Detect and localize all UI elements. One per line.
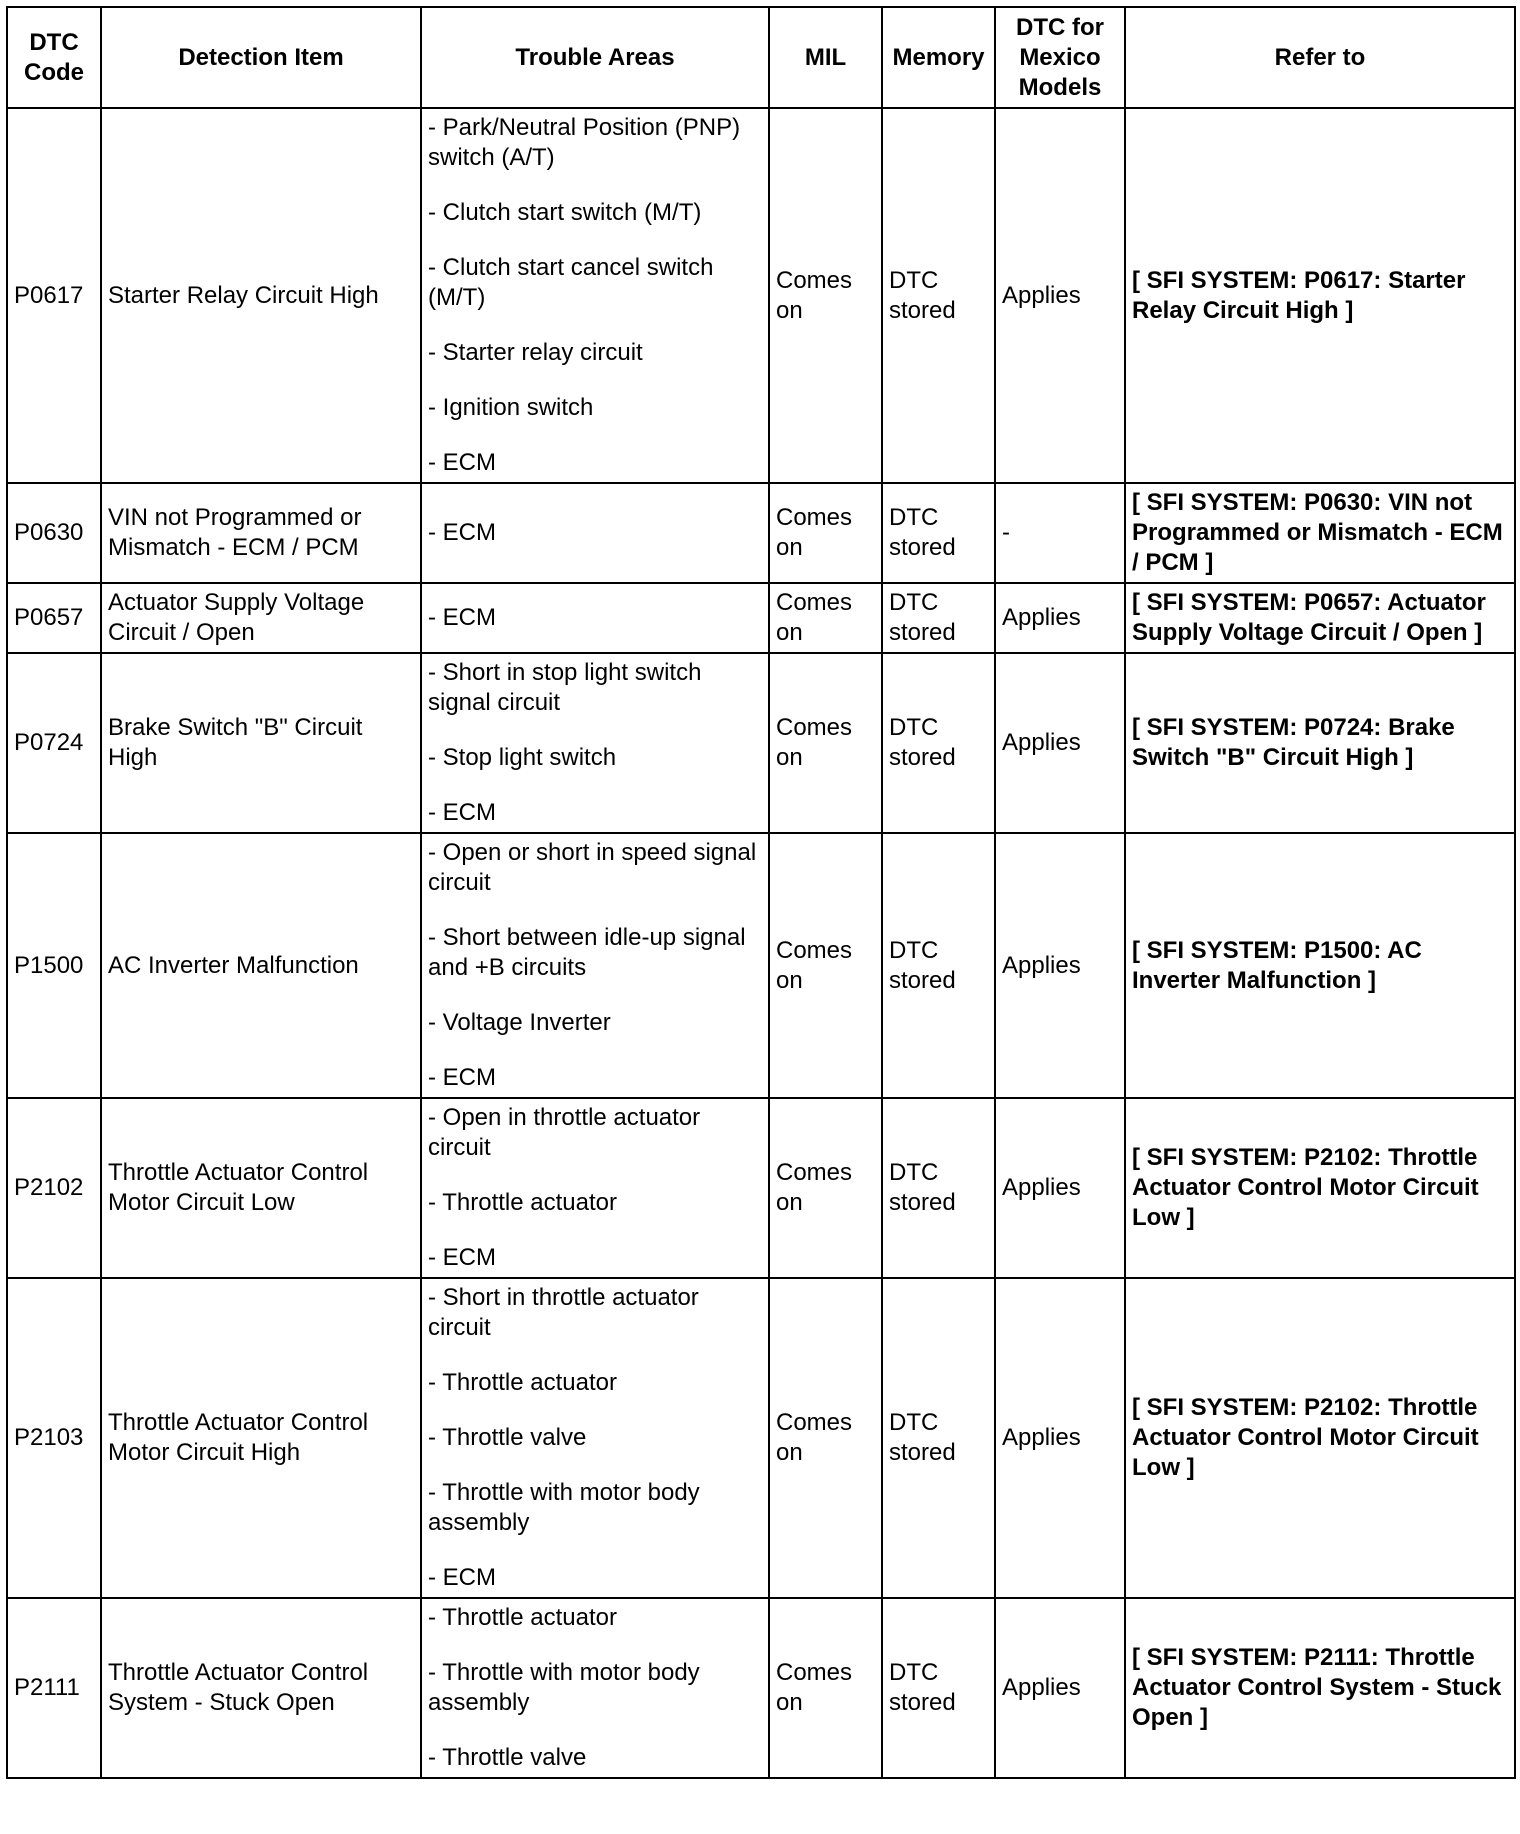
mexico-models-cell: Applies [995,1598,1125,1778]
trouble-areas-list [428,838,762,1093]
trouble-areas-cell [421,1098,769,1278]
refer-to-link[interactable]: [ SFI SYSTEM: P2102: Throttle Actuator Control Motor Circuit Low ] [1125,1098,1515,1278]
trouble-areas-list [428,1103,762,1273]
refer-to-link[interactable]: [ SFI SYSTEM: P1500: AC Inverter Malfunction ] [1125,833,1515,1098]
refer-to-link[interactable]: [ SFI SYSTEM: P2111: Throttle Actuator Control System - Stuck Open ] [1125,1598,1515,1778]
mexico-models-cell: Applies [995,653,1125,833]
memory-cell: DTC stored [882,483,995,583]
detection-item-cell: Starter Relay Circuit High [101,108,421,483]
mil-cell: Comes on [769,833,882,1098]
header-trouble-areas: Trouble Areas [421,7,769,108]
header-dtc-code: DTC Code [7,7,101,108]
header-row [7,7,1515,108]
table-body [7,108,1515,1778]
mexico-models-cell: Applies [995,1278,1125,1598]
trouble-area-item: - Stop light switch [428,744,617,771]
detection-item-cell: Throttle Actuator Control Motor Circuit High [101,1278,421,1598]
trouble-areas-cell [421,483,769,583]
table-row-p2111 [7,1598,1515,1778]
trouble-area-item: - Throttle valve [428,1744,587,1771]
mil-cell: Comes on [769,1098,882,1278]
detection-item-cell: Throttle Actuator Control System - Stuck Open [101,1598,421,1778]
table-row-p0657 [7,583,1515,653]
memory-cell: DTC stored [882,1278,995,1598]
trouble-areas-list [428,518,762,548]
dtc-table [6,6,1516,1779]
memory-cell: DTC stored [882,1598,995,1778]
table-row-p1500 [7,833,1515,1098]
mexico-models-cell: - [995,483,1125,583]
trouble-area-item: - Short in stop light switch signal circuit [428,659,702,716]
header-mexico-models: DTC for Mexico Models [995,7,1125,108]
trouble-area-item: - Throttle valve [428,1424,587,1451]
trouble-areas-list [428,658,762,828]
memory-cell: DTC stored [882,1098,995,1278]
trouble-areas-cell [421,1278,769,1598]
memory-cell: DTC stored [882,653,995,833]
trouble-area-item: - Throttle actuator [428,1369,617,1396]
trouble-areas-cell [421,833,769,1098]
trouble-areas-list [428,603,762,633]
dtc-code-cell: P0630 [7,483,101,583]
detection-item-cell: AC Inverter Malfunction [101,833,421,1098]
mexico-models-cell: Applies [995,583,1125,653]
detection-item-cell: Throttle Actuator Control Motor Circuit Low [101,1098,421,1278]
trouble-area-item: - Open or short in speed signal circuit [428,839,757,896]
trouble-areas-cell [421,108,769,483]
trouble-area-item: - Clutch start cancel switch (M/T) [428,254,714,311]
header-refer-to: Refer to [1125,7,1515,108]
trouble-area-item: - ECM [428,449,496,476]
mil-cell: Comes on [769,483,882,583]
memory-cell: DTC stored [882,108,995,483]
refer-to-link[interactable]: [ SFI SYSTEM: P0724: Brake Switch "B" Circuit High ] [1125,653,1515,833]
trouble-areas-cell [421,583,769,653]
refer-to-link[interactable]: [ SFI SYSTEM: P0630: VIN not Programmed or Mismatch - ECM / PCM ] [1125,483,1515,583]
trouble-area-item: - ECM [428,519,496,546]
table-row-p0724 [7,653,1515,833]
memory-cell: DTC stored [882,583,995,653]
trouble-area-item: - Throttle actuator [428,1604,617,1631]
header-memory: Memory [882,7,995,108]
trouble-area-item: - ECM [428,1244,496,1271]
trouble-area-item: - Park/Neutral Position (PNP) switch (A/T) [428,114,741,171]
refer-to-link[interactable]: [ SFI SYSTEM: P2102: Throttle Actuator Control Motor Circuit Low ] [1125,1278,1515,1598]
trouble-area-item: - Short in throttle actuator circuit [428,1284,699,1341]
header-mil: MIL [769,7,882,108]
trouble-area-item: - Voltage Inverter [428,1009,611,1036]
trouble-areas-cell [421,1598,769,1778]
trouble-area-item: - ECM [428,799,496,826]
dtc-code-cell: P2103 [7,1278,101,1598]
table-row-p0617 [7,108,1515,483]
table-row-p0630 [7,483,1515,583]
trouble-areas-list [428,113,762,478]
table-row-p2103 [7,1278,1515,1598]
header-detection-item: Detection Item [101,7,421,108]
dtc-code-cell: P1500 [7,833,101,1098]
mil-cell: Comes on [769,1278,882,1598]
mil-cell: Comes on [769,653,882,833]
mexico-models-cell: Applies [995,833,1125,1098]
trouble-area-item: - Ignition switch [428,394,594,421]
trouble-area-item: - Throttle actuator [428,1189,617,1216]
trouble-area-item: - Throttle with motor body assembly [428,1659,700,1716]
mil-cell: Comes on [769,1598,882,1778]
table-header [7,7,1515,108]
dtc-code-cell: P0724 [7,653,101,833]
trouble-area-item: - Throttle with motor body assembly [428,1479,700,1536]
trouble-areas-list [428,1603,762,1773]
refer-to-link[interactable]: [ SFI SYSTEM: P0617: Starter Relay Circuit High ] [1125,108,1515,483]
dtc-code-cell: P2102 [7,1098,101,1278]
refer-to-link[interactable]: [ SFI SYSTEM: P0657: Actuator Supply Voltage Circuit / Open ] [1125,583,1515,653]
trouble-area-item: - Clutch start switch (M/T) [428,199,702,226]
detection-item-cell: VIN not Programmed or Mismatch - ECM / PCM [101,483,421,583]
mil-cell: Comes on [769,583,882,653]
memory-cell: DTC stored [882,833,995,1098]
dtc-code-cell: P2111 [7,1598,101,1778]
detection-item-cell: Actuator Supply Voltage Circuit / Open [101,583,421,653]
trouble-area-item: - ECM [428,604,496,631]
dtc-code-cell: P0657 [7,583,101,653]
detection-item-cell: Brake Switch "B" Circuit High [101,653,421,833]
trouble-area-item: - Starter relay circuit [428,339,643,366]
trouble-area-item: - Short between idle-up signal and +B circuits [428,924,746,981]
dtc-code-cell: P0617 [7,108,101,483]
trouble-areas-list [428,1283,762,1593]
table-row-p2102 [7,1098,1515,1278]
mil-cell: Comes on [769,108,882,483]
trouble-areas-cell [421,653,769,833]
mexico-models-cell: Applies [995,1098,1125,1278]
trouble-area-item: - ECM [428,1064,496,1091]
trouble-area-item: - Open in throttle actuator circuit [428,1104,701,1161]
trouble-area-item: - ECM [428,1564,496,1591]
mexico-models-cell: Applies [995,108,1125,483]
